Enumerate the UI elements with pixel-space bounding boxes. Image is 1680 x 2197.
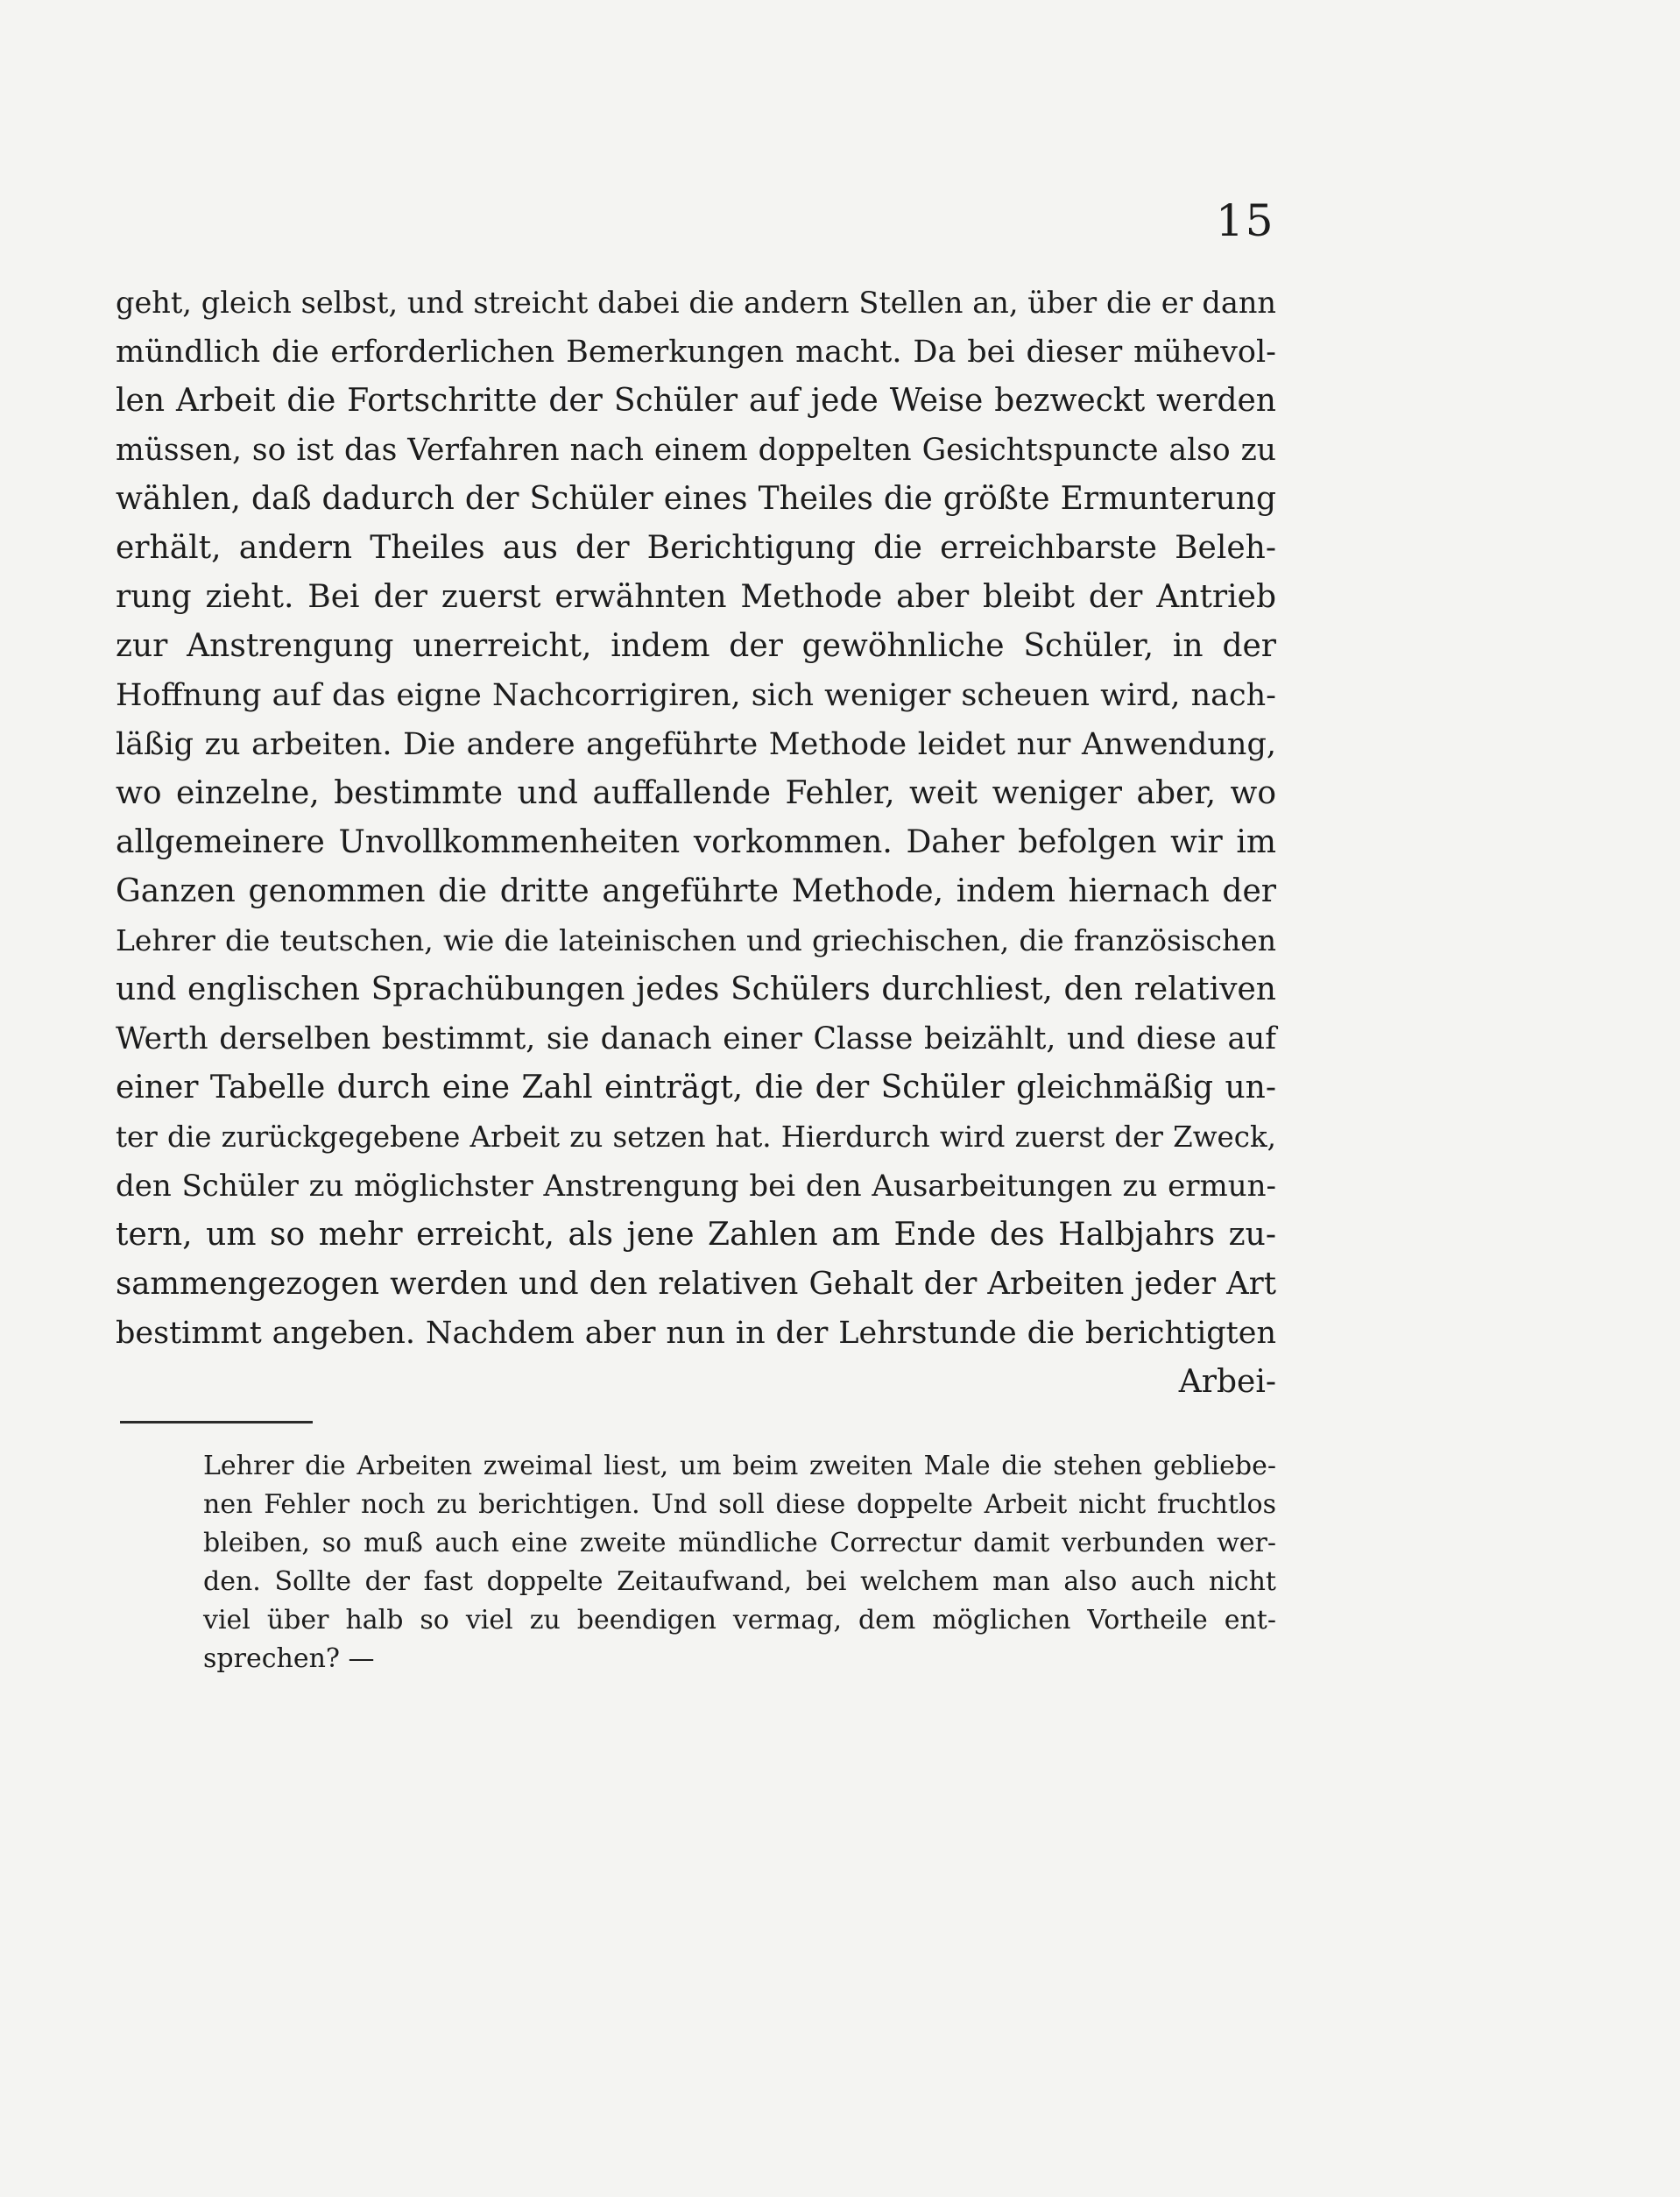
footnote-line: bleiben, so muß auch eine zweite mündliche Correctur damit verbunden wer- — [203, 1528, 1276, 1558]
text-line: Werth derselben bestimmt, sie danach einer Classe beizählt, und diese auf — [116, 1021, 1276, 1056]
text-line: geht, gleich selbst, und streicht dabei die andern Stellen an, über die er dann — [116, 286, 1276, 320]
text-line: Ganzen genommen die dritte angeführte Methode, indem hiernach der — [116, 873, 1276, 909]
text-line: und englischen Sprachübungen jedes Schülers durchliest, den relativen — [116, 971, 1276, 1007]
catchword: Arbei- — [1178, 1364, 1276, 1400]
text-line: rung zieht. Bei der zuerst erwähnten Methode aber bleibt der Antrieb — [116, 579, 1276, 615]
text-line: allgemeinere Unvollkommenheiten vorkommen. Daher befolgen wir im — [116, 824, 1276, 860]
text-line: wählen, daß dadurch der Schüler eines Theiles die größte Ermunterung — [116, 481, 1276, 517]
text-line: müssen, so ist das Verfahren nach einem doppelten Gesichtspuncte also zu — [116, 433, 1276, 468]
text-line: bestimmt angeben. Nachdem aber nun in der Lehrstunde die berichtigten — [116, 1316, 1276, 1351]
body-text — [116, 279, 1276, 1407]
text-line: den Schüler zu möglichster Anstrengung bei den Ausarbeitungen zu ermun- — [116, 1169, 1276, 1204]
footnote-line: den. Sollte der fast doppelte Zeitaufwand, bei welchem man also auch nicht — [203, 1566, 1276, 1597]
footnote-line: Lehrer die Arbeiten zweimal liest, um beim zweiten Male die stehen gebliebe- — [203, 1451, 1276, 1481]
text-line: ter die zurückgegebene Arbeit zu setzen hat. Hierdurch wird zuerst der Zweck, — [116, 1120, 1276, 1154]
text-line: len Arbeit die Fortschritte der Schüler auf jede Weise bezweckt werden — [116, 383, 1276, 419]
text-line: tern, um so mehr erreicht, als jene Zahlen am Ende des Halbjahrs zu- — [116, 1217, 1276, 1253]
text-line: erhält, andern Theiles aus der Berichtigung die erreichbarste Beleh- — [116, 530, 1276, 566]
text-line: zur Anstrengung unerreicht, indem der gewöhnliche Schüler, in der — [116, 628, 1276, 664]
text-line: läßig zu arbeiten. Die andere angeführte Methode leidet nur Anwendung, — [116, 727, 1276, 762]
text-line: Lehrer die teutschen, wie die lateinischen und griechischen, die französischen — [116, 923, 1276, 957]
page-number: 15 — [1216, 195, 1275, 246]
footnote-line: sprechen? — — [203, 1643, 375, 1674]
footnote-divider — [120, 1421, 313, 1423]
footnote — [203, 1447, 1276, 1678]
text-line: einer Tabelle durch eine Zahl einträgt, die der Schüler gleichmäßig un- — [116, 1070, 1276, 1106]
text-line: wo einzelne, bestimmte und auffallende Fehler, weit weniger aber, wo — [116, 775, 1276, 811]
text-line: sammengezogen werden und den relativen Gehalt der Arbeiten jeder Art — [116, 1266, 1276, 1302]
footnote-line: viel über halb so viel zu beendigen vermag, dem möglichen Vortheile ent- — [203, 1605, 1276, 1635]
text-line: mündlich die erforderlichen Bemerkungen macht. Da bei dieser mühevol- — [116, 335, 1276, 370]
footnote-line: nen Fehler noch zu berichtigen. Und soll diese doppelte Arbeit nicht fruchtlos — [203, 1489, 1276, 1520]
text-line: Hoffnung auf das eigne Nachcorrigiren, sich weniger scheuen wird, nach- — [116, 678, 1276, 713]
